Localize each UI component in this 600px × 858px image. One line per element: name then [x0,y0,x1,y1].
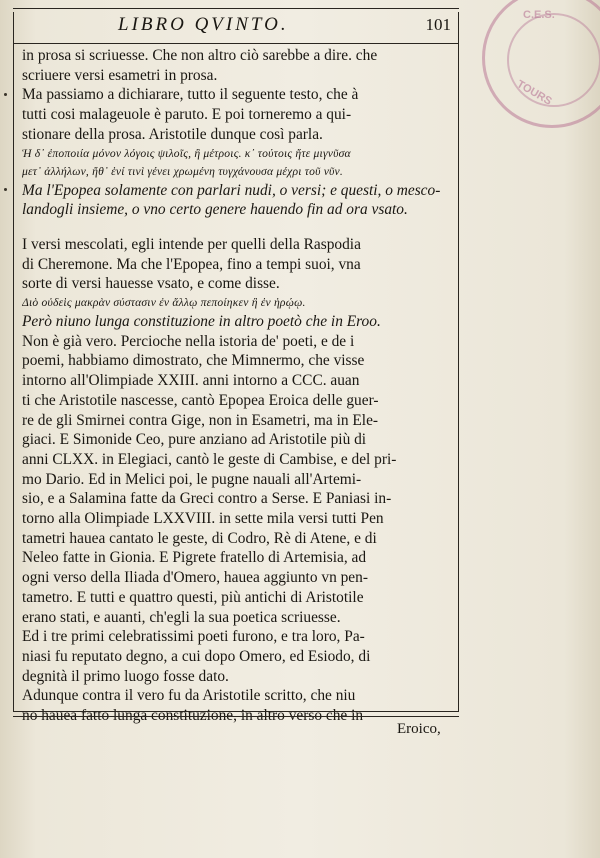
text-line: ti che Aristotile nascesse, cantò Epopea Eroica delle guer- [22,391,379,409]
library-stamp [482,0,600,128]
page-header [13,14,459,40]
greek-quote-line: μετ᾽ ἀλλήλων, ἤθ᾽ ἑνί τινὶ γένει χρωμένη τυγχάνουσα μέχρι τοῦ νῦν. [22,164,344,178]
stamp-top-text: C.E.S. [523,9,555,21]
running-title: LIBRO QVINTO. [118,14,289,35]
text-line: sio, e a Salamina fatte da Greci contro a Serse. E Paniasi in- [22,490,392,508]
text-line: I versi mescolati, egli intende per quelli della Raspodia [22,235,361,253]
text-line: re de gli Smirnei contra Gige, non in Esametri, ma in Ele- [22,411,379,429]
text-line: tutti cosi malageuole è paruto. E poi torneremo a qui- [22,106,352,124]
catchword: Eroico, [397,721,441,737]
header-top-rule [13,8,459,9]
footer-rule-double [13,716,459,717]
text-line: scriuere versi esametri in prosa. [22,66,218,84]
text-line: tametri hauea cantato le geste, di Codro, Rè di Atene, e di [22,529,377,547]
text-line: in prosa si scriuesse. Che non altro ciò sarebbe a dire. che [22,47,378,64]
greek-quote-line: Ἡ δ᾽ ἐποποιία μόνον λόγοις ψιλοῖς, ἢ μέτροις. κ᾽ τούτοις ἤτε μιγνῦσα [22,146,351,160]
text-line: tametro. E tutti e quattro questi, più antichi di Aristotile [22,588,364,606]
text-line: torno alla Olimpiade LXXVIII. in sette mila versi tutti Pen [22,510,384,528]
italic-translation-line: Ma l'Epopea solamente con parlari nudi, o versi; e questi, o mesco- [22,181,441,199]
italic-translation-line: landogli insieme, o vno certo genere hauendo fin ad ora vsato. [22,201,408,219]
text-line: di Cheremone. Ma che l'Epopea, fino a tempi suoi, vna [22,255,361,273]
text-line: sorte di versi hauesse vsato, e come disse. [22,275,280,293]
text-line: Ed i tre primi celebratissimi poeti furono, e tra loro, Pa- [22,628,365,646]
stamp-bottom-text: TOURS [514,78,554,108]
text-line: intorno all'Olimpiade XXIII. anni intorno a CCC. auan [22,372,360,390]
page-number: 101 [425,15,451,34]
text-line: Non è già vero. Percioche nella istoria de' poeti, e de i [22,332,355,350]
text-line: Neleo fatte in Gionia. E Pigrete fratello di Artemisia, ad [22,549,367,567]
text-line: poemi, habbiamo dimostrato, che Mimnermo, che visse [22,352,365,370]
paragraph-gap [22,220,454,235]
text-line: erano stati, e auanti, ch'egli la sua poetica scriuesse. [22,608,341,626]
footer-rule [13,711,459,712]
italic-translation-line: Però niuno lunga constituzione in altro poetò che in Eroo. [22,313,381,331]
greek-quote-line: Διὸ οὐδεὶς μακρὰν σύστασιν ἐν ἄλλῳ πεποίηκεν ἢ ἐν ἡρῴῳ. [22,296,306,310]
body-text [22,46,454,726]
text-line: giaci. E Simonide Ceo, pure anziano ad Aristotile più di [22,431,367,449]
text-line: anni CLXX. in Elegiaci, cantò le geste di Cambise, e del pri- [22,450,397,468]
text-line: Adunque contra il vero fu da Aristotile scritto, che niu [22,687,356,705]
margin-mark [4,93,7,96]
header-rule [13,43,459,44]
text-line: Ma passiamo a dichiarare, tutto il seguente testo, che à [22,86,359,104]
margin-mark [4,188,7,191]
text-line: mo Dario. Ed in Melici poi, le pugne nauali all'Artemi- [22,470,362,488]
text-line: niasi fu reputato degno, a cui dopo Omero, ed Esiodo, di [22,647,371,665]
text-line: ogni verso della Iliada d'Omero, hauea aggiunto vn pen- [22,569,368,587]
text-line: degnità il primo luogo fosse dato. [22,667,229,685]
text-line: no hauea fatto lunga constituzione, in altro verso che in [22,707,364,725]
text-line: stionare della prosa. Aristotile dunque così parla. [22,125,323,143]
